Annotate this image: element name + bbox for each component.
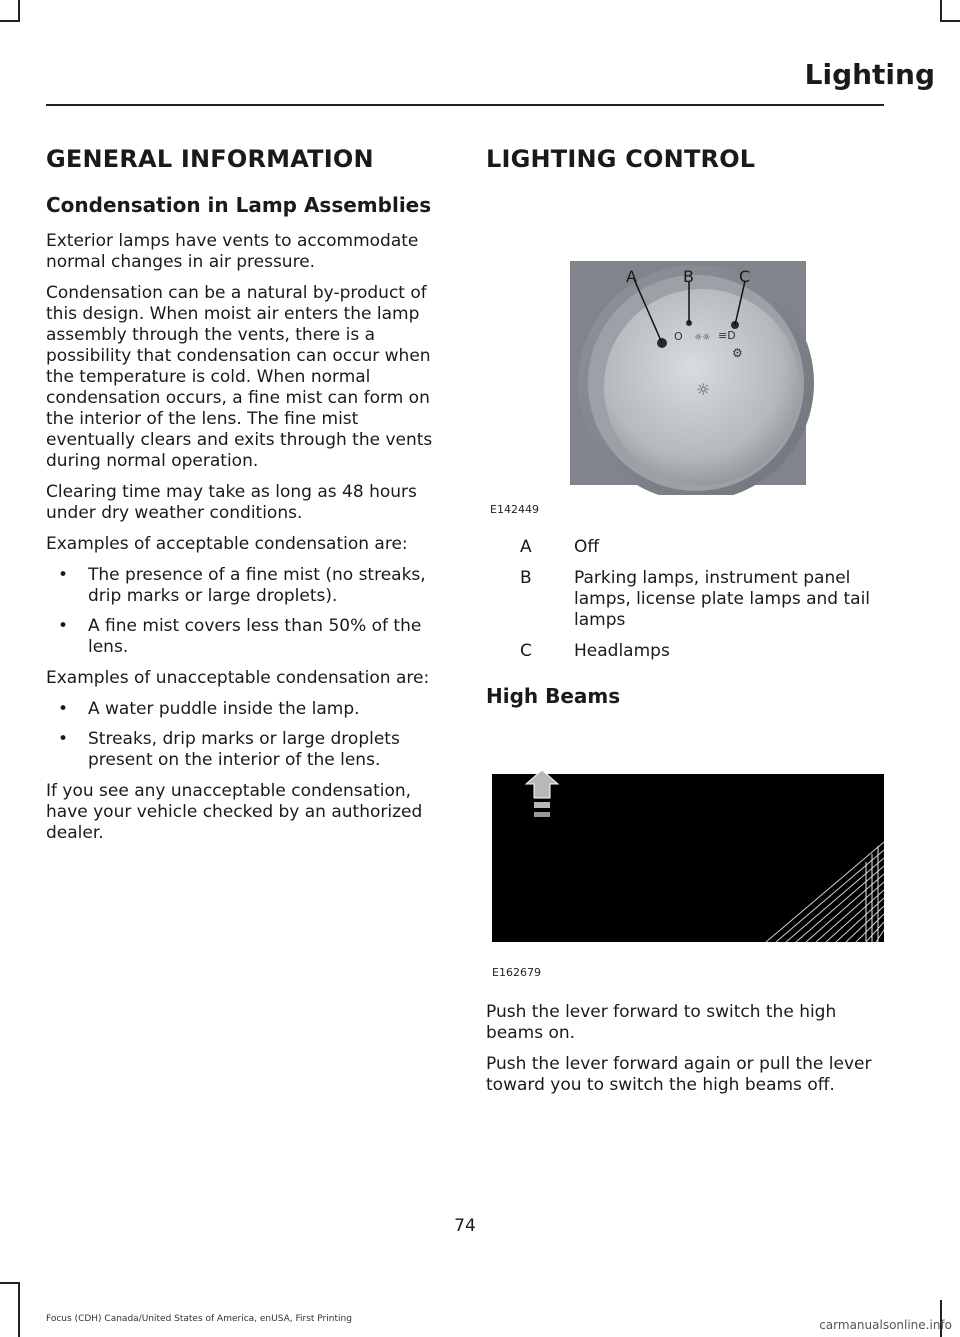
left-column: [46, 145, 448, 854]
footer-note: Focus (CDH) Canada/United States of America, enUSA, First Printing: [46, 1314, 352, 1324]
high-beam-lever-illustration: [486, 722, 886, 952]
header-divider: [46, 104, 884, 106]
paragraph: Clearing time may take as long as 48 hours under dry weather conditions.: [46, 482, 417, 523]
high-beams-figure: [486, 722, 886, 992]
lighting-control-figure: [486, 195, 886, 516]
subheading-high-beams: High Beams: [486, 684, 621, 708]
crop-mark: [940, 0, 942, 22]
svg-text:O: O: [674, 330, 683, 343]
paragraph: Examples of acceptable condensation are:: [46, 534, 408, 554]
page-title: Lighting: [804, 58, 935, 91]
headlamp-switch-illustration: [486, 195, 886, 495]
svg-text:≡D: ≡D: [718, 329, 736, 342]
right-column: [486, 145, 886, 1106]
paragraph: Push the lever forward to switch the high beams on.: [486, 1002, 837, 1043]
figure-code: E142449: [490, 503, 539, 516]
legend: [486, 537, 886, 662]
svg-text:☼☼: ☼☼: [694, 333, 711, 343]
paragraph: Push the lever forward again or pull the lever toward you to switch the high beams off.: [486, 1054, 872, 1095]
list-item: • A fine mist covers less than 50% of the lens.: [46, 616, 448, 658]
subheading-condensation: Condensation in Lamp Assemblies: [46, 193, 432, 217]
legend-text: Headlamps: [574, 641, 670, 661]
callout-b: B: [683, 267, 694, 286]
crop-mark: [18, 0, 20, 22]
callout-c: C: [739, 267, 751, 286]
legend-key: A: [520, 537, 532, 557]
crop-mark: [0, 1282, 20, 1284]
svg-text:☼: ☼: [696, 380, 711, 399]
list-item: • A water puddle inside the lamp.: [46, 699, 448, 720]
svg-text:⚙: ⚙: [732, 346, 743, 360]
legend-text: Off: [574, 537, 600, 557]
paragraph: Exterior lamps have vents to accommodate normal changes in air pressure.: [46, 231, 419, 272]
paragraph: Examples of unacceptable condensation are:: [46, 668, 430, 688]
legend-row: [486, 641, 886, 662]
legend-text: Parking lamps, instrument panel lamps, license plate lamps and tail lamps: [574, 568, 871, 630]
paragraph: Condensation can be a natural by-product of this design. When moist air enters the lamp assembly through the vents, there is a possibility that condensation can occur when the temperature is cold. When normal condensation occurs, a fine mist can form on the interior of the lens. The fine mist eventually clears and exits through the vents during normal operation.: [46, 283, 433, 471]
figure-code: E162679: [492, 966, 541, 979]
paragraph: If you see any unacceptable condensation, have your vehicle checked by an authorized dealer.: [46, 781, 423, 843]
legend-row: [486, 568, 886, 631]
crop-mark: [18, 1282, 20, 1337]
legend-row: [486, 537, 886, 558]
callout-a: A: [626, 267, 637, 286]
section-heading-lighting-control: LIGHTING CONTROL: [486, 145, 756, 173]
list-item: • The presence of a fine mist (no streaks, drip marks or large droplets).: [46, 565, 448, 607]
unacceptable-list: [46, 699, 448, 771]
crop-mark: [0, 20, 20, 22]
page-number: 74: [454, 1216, 476, 1236]
section-heading-general-information: GENERAL INFORMATION: [46, 145, 374, 173]
crop-mark: [940, 20, 960, 22]
legend-key: C: [520, 641, 532, 661]
watermark: carmanualsonline.info: [819, 1318, 952, 1332]
legend-key: B: [520, 568, 532, 588]
acceptable-list: [46, 565, 448, 658]
list-item: • Streaks, drip marks or large droplets present on the interior of the lens.: [46, 729, 448, 771]
